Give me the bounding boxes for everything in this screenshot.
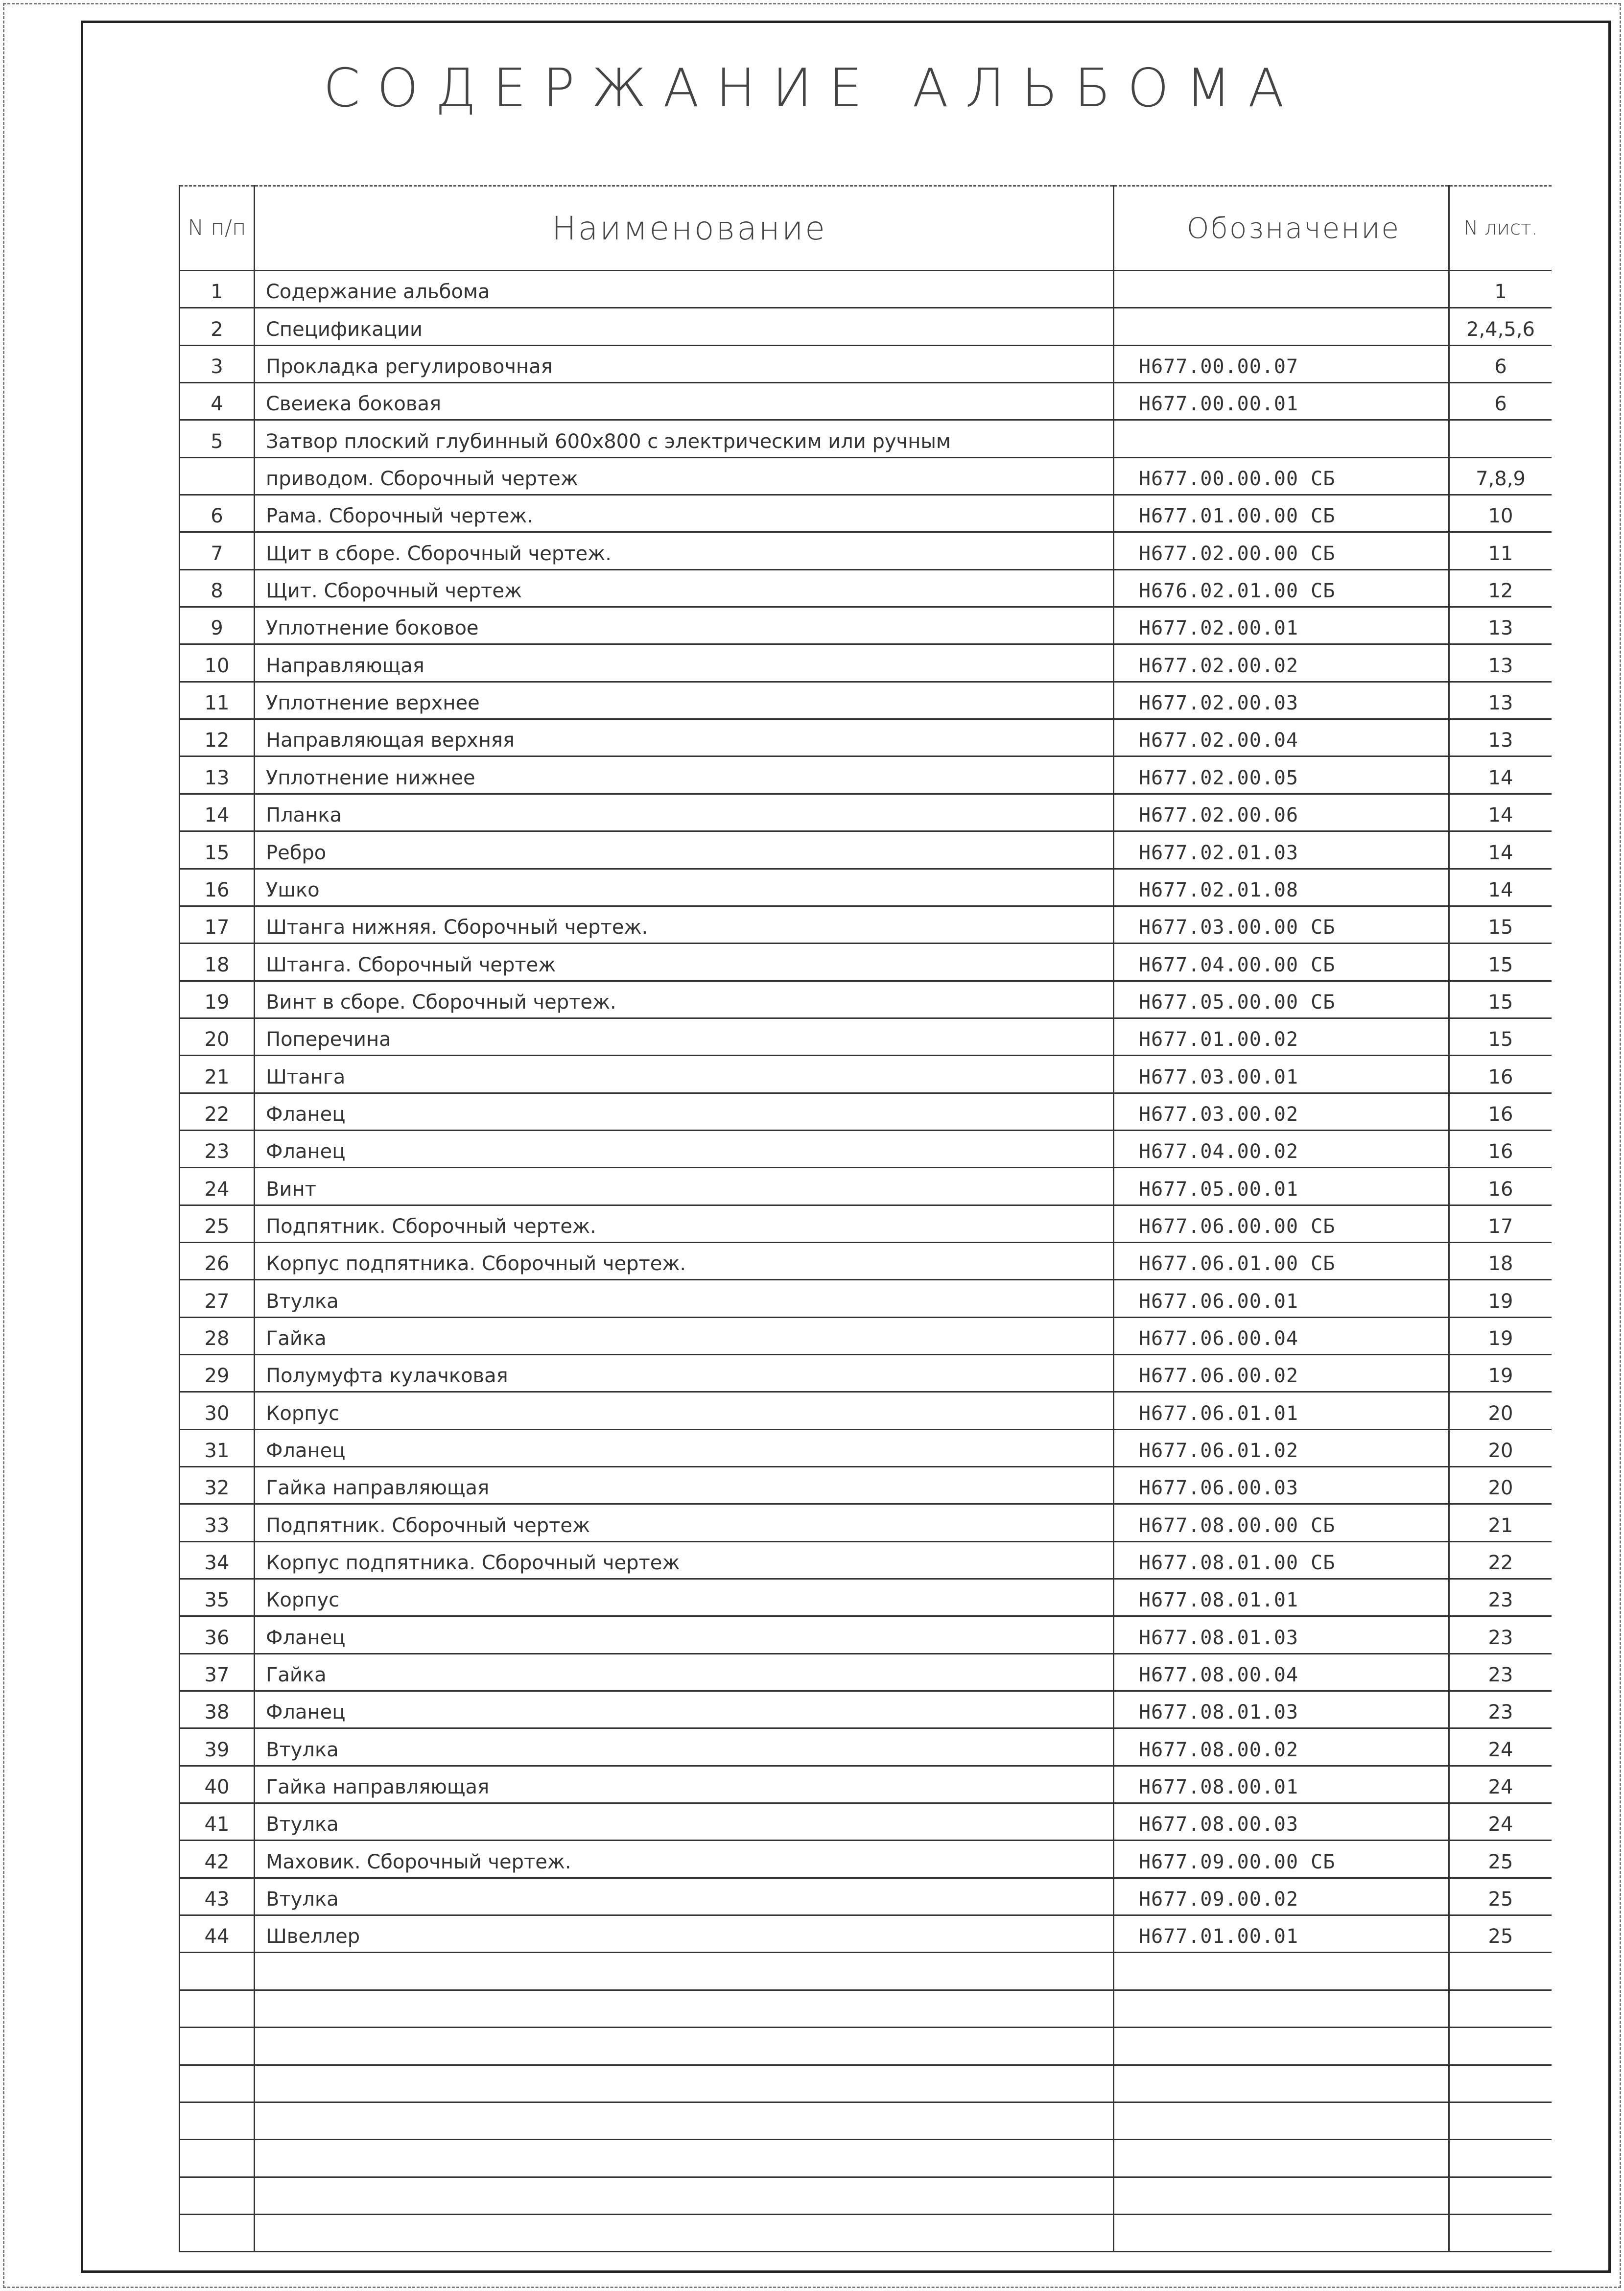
row-sheet: 22 bbox=[1449, 1541, 1552, 1579]
row-name: Полумуфта кулачковая bbox=[255, 1354, 1114, 1392]
row-num bbox=[180, 457, 255, 495]
table-row bbox=[180, 1878, 1552, 1915]
row-sheet: 1 bbox=[1449, 271, 1552, 308]
row-num: 43 bbox=[180, 1878, 255, 1915]
row-sheet: 15 bbox=[1449, 981, 1552, 1018]
row-sheet: 10 bbox=[1449, 495, 1552, 532]
row-name bbox=[255, 2028, 1114, 2065]
row-sheet bbox=[1449, 1990, 1552, 2027]
row-name: Втулка bbox=[255, 1878, 1114, 1915]
table-row bbox=[180, 1616, 1552, 1653]
header-num: N п/п bbox=[180, 186, 255, 271]
row-name: Ребро bbox=[255, 831, 1114, 869]
row-sheet: 2,4,5,6 bbox=[1449, 308, 1552, 345]
table-row bbox=[180, 532, 1552, 569]
table-row bbox=[180, 1915, 1552, 1953]
row-sheet: 17 bbox=[1449, 1205, 1552, 1242]
table-row bbox=[180, 1953, 1552, 1990]
table-row bbox=[180, 1242, 1552, 1279]
row-sheet: 13 bbox=[1449, 719, 1552, 756]
table-row bbox=[180, 944, 1552, 981]
row-name: Винт bbox=[255, 1168, 1114, 1205]
row-name: Фланец bbox=[255, 1616, 1114, 1653]
table-row bbox=[180, 2065, 1552, 2102]
row-sheet bbox=[1449, 2065, 1552, 2102]
row-num: 17 bbox=[180, 906, 255, 943]
row-sheet bbox=[1449, 2140, 1552, 2177]
row-name: Гайка bbox=[255, 1653, 1114, 1691]
row-designation: Н677.00.00.07 bbox=[1114, 345, 1449, 382]
row-num: 4 bbox=[180, 383, 255, 420]
row-num: 6 bbox=[180, 495, 255, 532]
row-num: 22 bbox=[180, 1093, 255, 1130]
row-num bbox=[180, 1953, 255, 1990]
table-row bbox=[180, 607, 1552, 644]
row-num bbox=[180, 2028, 255, 2065]
row-designation: Н677.06.00.02 bbox=[1114, 1354, 1449, 1392]
row-num: 12 bbox=[180, 719, 255, 756]
table-row bbox=[180, 1504, 1552, 1541]
row-name: Фланец bbox=[255, 1130, 1114, 1167]
table-row bbox=[180, 569, 1552, 607]
row-num: 29 bbox=[180, 1354, 255, 1392]
table-row bbox=[180, 1018, 1552, 1055]
row-num: 30 bbox=[180, 1392, 255, 1429]
row-name: Щит в сборе. Сборочный чертеж. bbox=[255, 532, 1114, 569]
row-sheet bbox=[1449, 2177, 1552, 2214]
row-num: 9 bbox=[180, 607, 255, 644]
row-designation: Н677.08.01.01 bbox=[1114, 1579, 1449, 1616]
row-name: Планка bbox=[255, 794, 1114, 831]
row-sheet: 6 bbox=[1449, 383, 1552, 420]
row-num: 21 bbox=[180, 1056, 255, 1093]
table-row bbox=[180, 906, 1552, 943]
row-num: 20 bbox=[180, 1018, 255, 1055]
row-name: Гайка направляющая bbox=[255, 1467, 1114, 1504]
row-sheet: 23 bbox=[1449, 1616, 1552, 1653]
row-name: Уплотнение нижнее bbox=[255, 756, 1114, 794]
row-name: Гайка bbox=[255, 1317, 1114, 1354]
row-num: 44 bbox=[180, 1915, 255, 1953]
row-name: Втулка bbox=[255, 1728, 1114, 1766]
table-row bbox=[180, 1803, 1552, 1841]
row-name bbox=[255, 2214, 1114, 2251]
row-num: 34 bbox=[180, 1541, 255, 1579]
row-name: Маховик. Сборочный чертеж. bbox=[255, 1841, 1114, 1878]
row-num: 13 bbox=[180, 756, 255, 794]
row-num: 5 bbox=[180, 420, 255, 457]
row-designation: Н677.06.01.00 СБ bbox=[1114, 1242, 1449, 1279]
row-designation: Н677.03.00.00 СБ bbox=[1114, 906, 1449, 943]
row-name: Поперечина bbox=[255, 1018, 1114, 1055]
row-name: приводом. Сборочный чертеж bbox=[255, 457, 1114, 495]
row-num: 28 bbox=[180, 1317, 255, 1354]
row-num: 11 bbox=[180, 682, 255, 719]
row-designation: Н677.08.01.03 bbox=[1114, 1691, 1449, 1728]
row-sheet: 12 bbox=[1449, 569, 1552, 607]
row-num: 41 bbox=[180, 1803, 255, 1841]
row-sheet: 16 bbox=[1449, 1056, 1552, 1093]
row-sheet: 23 bbox=[1449, 1691, 1552, 1728]
row-name: Фланец bbox=[255, 1429, 1114, 1466]
row-sheet: 13 bbox=[1449, 607, 1552, 644]
row-sheet bbox=[1449, 2102, 1552, 2139]
row-num: 26 bbox=[180, 1242, 255, 1279]
row-designation bbox=[1114, 2065, 1449, 2102]
row-sheet: 20 bbox=[1449, 1467, 1552, 1504]
table-row bbox=[180, 1841, 1552, 1878]
row-num: 38 bbox=[180, 1691, 255, 1728]
table-row bbox=[180, 2214, 1552, 2251]
row-name: Корпус подпятника. Сборочный чертеж. bbox=[255, 1242, 1114, 1279]
row-sheet: 15 bbox=[1449, 906, 1552, 943]
row-name: Уплотнение боковое bbox=[255, 607, 1114, 644]
row-name: Прокладка регулировочная bbox=[255, 345, 1114, 382]
row-name: Ушко bbox=[255, 869, 1114, 906]
row-name bbox=[255, 2065, 1114, 2102]
table-row bbox=[180, 495, 1552, 532]
row-designation bbox=[1114, 2028, 1449, 2065]
row-designation: Н677.06.00.00 СБ bbox=[1114, 1205, 1449, 1242]
table-body bbox=[180, 271, 1552, 2252]
row-num bbox=[180, 1990, 255, 2027]
table-row bbox=[180, 831, 1552, 869]
row-name: Гайка направляющая bbox=[255, 1766, 1114, 1803]
row-name: Направляющая bbox=[255, 644, 1114, 682]
row-name: Винт в сборе. Сборочный чертеж. bbox=[255, 981, 1114, 1018]
table-row bbox=[180, 345, 1552, 382]
header-name: Наименование bbox=[255, 186, 1114, 271]
table-row bbox=[180, 1056, 1552, 1093]
row-name: Штанга bbox=[255, 1056, 1114, 1093]
table-row bbox=[180, 1093, 1552, 1130]
row-num: 23 bbox=[180, 1130, 255, 1167]
row-name: Швеллер bbox=[255, 1915, 1114, 1953]
row-designation: Н677.02.00.01 bbox=[1114, 607, 1449, 644]
row-sheet: 25 bbox=[1449, 1915, 1552, 1953]
row-num: 19 bbox=[180, 981, 255, 1018]
table-row bbox=[180, 308, 1552, 345]
row-num: 42 bbox=[180, 1841, 255, 1878]
row-sheet: 14 bbox=[1449, 756, 1552, 794]
row-name: Щит. Сборочный чертеж bbox=[255, 569, 1114, 607]
row-sheet: 13 bbox=[1449, 682, 1552, 719]
row-num bbox=[180, 2065, 255, 2102]
table-row bbox=[180, 420, 1552, 457]
row-num bbox=[180, 2140, 255, 2177]
table-row bbox=[180, 1691, 1552, 1728]
row-num bbox=[180, 2102, 255, 2139]
row-name bbox=[255, 2140, 1114, 2177]
table-row bbox=[180, 1392, 1552, 1429]
table-row bbox=[180, 1205, 1552, 1242]
table-row bbox=[180, 1766, 1552, 1803]
row-name bbox=[255, 1990, 1114, 2027]
row-name: Фланец bbox=[255, 1093, 1114, 1130]
row-name: Подпятник. Сборочный чертеж. bbox=[255, 1205, 1114, 1242]
row-sheet: 23 bbox=[1449, 1653, 1552, 1691]
row-sheet: 13 bbox=[1449, 644, 1552, 682]
row-sheet: 11 bbox=[1449, 532, 1552, 569]
row-sheet: 24 bbox=[1449, 1803, 1552, 1841]
row-num: 32 bbox=[180, 1467, 255, 1504]
row-sheet: 24 bbox=[1449, 1728, 1552, 1766]
table-header-row bbox=[180, 186, 1552, 271]
table-row bbox=[180, 682, 1552, 719]
row-sheet: 7,8,9 bbox=[1449, 457, 1552, 495]
row-num: 27 bbox=[180, 1280, 255, 1317]
row-num: 37 bbox=[180, 1653, 255, 1691]
row-num: 40 bbox=[180, 1766, 255, 1803]
row-designation: Н677.08.00.01 bbox=[1114, 1766, 1449, 1803]
row-name: Штанга. Сборочный чертеж bbox=[255, 944, 1114, 981]
table-row bbox=[180, 2028, 1552, 2065]
table-row bbox=[180, 869, 1552, 906]
row-sheet: 18 bbox=[1449, 1242, 1552, 1279]
row-designation: Н677.02.00.06 bbox=[1114, 794, 1449, 831]
table-row bbox=[180, 756, 1552, 794]
row-num: 15 bbox=[180, 831, 255, 869]
row-designation: Н677.02.00.02 bbox=[1114, 644, 1449, 682]
table-row bbox=[180, 1429, 1552, 1466]
table-row bbox=[180, 1354, 1552, 1392]
row-designation: Н677.02.00.00 СБ bbox=[1114, 532, 1449, 569]
table-row bbox=[180, 1467, 1552, 1504]
header-sheet: N лист. bbox=[1449, 186, 1552, 271]
row-designation: Н677.04.00.00 СБ bbox=[1114, 944, 1449, 981]
row-sheet: 23 bbox=[1449, 1579, 1552, 1616]
row-designation: Н677.08.00.02 bbox=[1114, 1728, 1449, 1766]
row-designation bbox=[1114, 2177, 1449, 2214]
row-num: 35 bbox=[180, 1579, 255, 1616]
row-name: Подпятник. Сборочный чертеж bbox=[255, 1504, 1114, 1541]
row-designation: Н677.08.00.04 bbox=[1114, 1653, 1449, 1691]
row-designation bbox=[1114, 271, 1449, 308]
row-sheet: 15 bbox=[1449, 1018, 1552, 1055]
table-row bbox=[180, 644, 1552, 682]
row-designation bbox=[1114, 2214, 1449, 2251]
row-num: 33 bbox=[180, 1504, 255, 1541]
row-name: Спецификации bbox=[255, 308, 1114, 345]
row-name: Уплотнение верхнее bbox=[255, 682, 1114, 719]
row-designation: Н677.02.01.03 bbox=[1114, 831, 1449, 869]
table-row bbox=[180, 383, 1552, 420]
table-row bbox=[180, 271, 1552, 308]
row-num: 3 bbox=[180, 345, 255, 382]
row-designation: Н677.03.00.01 bbox=[1114, 1056, 1449, 1093]
row-designation: Н677.06.01.02 bbox=[1114, 1429, 1449, 1466]
row-designation: Н677.00.00.01 bbox=[1114, 383, 1449, 420]
row-sheet: 15 bbox=[1449, 944, 1552, 981]
row-designation: Н677.00.00.00 СБ bbox=[1114, 457, 1449, 495]
row-designation: Н677.08.01.03 bbox=[1114, 1616, 1449, 1653]
row-name: Фланец bbox=[255, 1691, 1114, 1728]
row-designation: Н677.08.01.00 СБ bbox=[1114, 1541, 1449, 1579]
row-sheet: 16 bbox=[1449, 1168, 1552, 1205]
contents-table bbox=[179, 185, 1552, 2252]
table-row bbox=[180, 1168, 1552, 1205]
row-designation: Н677.05.00.00 СБ bbox=[1114, 981, 1449, 1018]
row-designation: Н677.06.00.01 bbox=[1114, 1280, 1449, 1317]
row-sheet: 16 bbox=[1449, 1130, 1552, 1167]
row-designation bbox=[1114, 1953, 1449, 1990]
row-designation: Н677.02.00.04 bbox=[1114, 719, 1449, 756]
row-num: 2 bbox=[180, 308, 255, 345]
table-row bbox=[180, 1280, 1552, 1317]
row-designation: Н677.08.00.03 bbox=[1114, 1803, 1449, 1841]
table-row bbox=[180, 457, 1552, 495]
row-sheet: 25 bbox=[1449, 1841, 1552, 1878]
row-designation: Н677.02.01.08 bbox=[1114, 869, 1449, 906]
table-row bbox=[180, 1653, 1552, 1691]
row-name: Рама. Сборочный чертеж. bbox=[255, 495, 1114, 532]
row-num: 7 bbox=[180, 532, 255, 569]
row-sheet: 19 bbox=[1449, 1280, 1552, 1317]
row-num: 31 bbox=[180, 1429, 255, 1466]
row-name: Втулка bbox=[255, 1803, 1114, 1841]
table-row bbox=[180, 1728, 1552, 1766]
row-designation: Н677.02.00.05 bbox=[1114, 756, 1449, 794]
row-designation: Н677.06.00.04 bbox=[1114, 1317, 1449, 1354]
row-sheet: 14 bbox=[1449, 794, 1552, 831]
row-num: 25 bbox=[180, 1205, 255, 1242]
row-name bbox=[255, 2177, 1114, 2214]
row-designation bbox=[1114, 2140, 1449, 2177]
row-num: 10 bbox=[180, 644, 255, 682]
row-sheet: 19 bbox=[1449, 1317, 1552, 1354]
row-num: 16 bbox=[180, 869, 255, 906]
row-name: Затвор плоский глубинный 600х800 с электрическим или ручным bbox=[255, 420, 1114, 457]
row-name: Втулка bbox=[255, 1280, 1114, 1317]
row-designation: Н677.01.00.01 bbox=[1114, 1915, 1449, 1953]
table-row bbox=[180, 1990, 1552, 2027]
row-designation: Н677.09.00.00 СБ bbox=[1114, 1841, 1449, 1878]
row-name bbox=[255, 1953, 1114, 1990]
row-sheet: 14 bbox=[1449, 831, 1552, 869]
row-designation: Н677.09.00.02 bbox=[1114, 1878, 1449, 1915]
row-sheet: 6 bbox=[1449, 345, 1552, 382]
row-designation bbox=[1114, 2102, 1449, 2139]
table-row bbox=[180, 2102, 1552, 2139]
row-designation: Н676.02.01.00 СБ bbox=[1114, 569, 1449, 607]
row-sheet: 19 bbox=[1449, 1354, 1552, 1392]
table-row bbox=[180, 794, 1552, 831]
row-name: Содержание альбома bbox=[255, 271, 1114, 308]
row-designation: Н677.08.00.00 СБ bbox=[1114, 1504, 1449, 1541]
table-row bbox=[180, 1541, 1552, 1579]
row-sheet: 25 bbox=[1449, 1878, 1552, 1915]
row-num: 8 bbox=[180, 569, 255, 607]
row-num: 36 bbox=[180, 1616, 255, 1653]
row-designation: Н677.05.00.01 bbox=[1114, 1168, 1449, 1205]
row-name: Направляющая верхняя bbox=[255, 719, 1114, 756]
row-designation: Н677.03.00.02 bbox=[1114, 1093, 1449, 1130]
row-num: 39 bbox=[180, 1728, 255, 1766]
row-name: Корпус bbox=[255, 1392, 1114, 1429]
table-row bbox=[180, 1579, 1552, 1616]
row-sheet bbox=[1449, 2028, 1552, 2065]
row-name: Штанга нижняя. Сборочный чертеж. bbox=[255, 906, 1114, 943]
row-name: Корпус bbox=[255, 1579, 1114, 1616]
row-designation bbox=[1114, 1990, 1449, 2027]
row-num: 18 bbox=[180, 944, 255, 981]
row-designation bbox=[1114, 308, 1449, 345]
row-name: Свеиека боковая bbox=[255, 383, 1114, 420]
table-row bbox=[180, 1130, 1552, 1167]
row-sheet: 14 bbox=[1449, 869, 1552, 906]
row-designation: Н677.01.00.02 bbox=[1114, 1018, 1449, 1055]
row-sheet: 20 bbox=[1449, 1392, 1552, 1429]
row-sheet: 16 bbox=[1449, 1093, 1552, 1130]
table-row bbox=[180, 981, 1552, 1018]
table-row bbox=[180, 2177, 1552, 2214]
row-designation: Н677.02.00.03 bbox=[1114, 682, 1449, 719]
album-title: СОДЕРЖАНИЕ АЛЬБОМА bbox=[323, 58, 1301, 119]
table-row bbox=[180, 719, 1552, 756]
row-num: 24 bbox=[180, 1168, 255, 1205]
row-designation: Н677.06.01.01 bbox=[1114, 1392, 1449, 1429]
table-row bbox=[180, 2140, 1552, 2177]
table-row bbox=[180, 1317, 1552, 1354]
row-sheet: 24 bbox=[1449, 1766, 1552, 1803]
row-name bbox=[255, 2102, 1114, 2139]
row-sheet: 21 bbox=[1449, 1504, 1552, 1541]
row-designation: Н677.04.00.02 bbox=[1114, 1130, 1449, 1167]
row-designation: Н677.01.00.00 СБ bbox=[1114, 495, 1449, 532]
row-num: 1 bbox=[180, 271, 255, 308]
row-num bbox=[180, 2214, 255, 2251]
row-name: Корпус подпятника. Сборочный чертеж bbox=[255, 1541, 1114, 1579]
header-designation: Обозначение bbox=[1114, 186, 1449, 271]
row-num bbox=[180, 2177, 255, 2214]
row-designation: Н677.06.00.03 bbox=[1114, 1467, 1449, 1504]
row-sheet bbox=[1449, 2214, 1552, 2251]
row-designation bbox=[1114, 420, 1449, 457]
row-sheet bbox=[1449, 1953, 1552, 1990]
row-num: 14 bbox=[180, 794, 255, 831]
row-sheet: 20 bbox=[1449, 1429, 1552, 1466]
row-sheet bbox=[1449, 420, 1552, 457]
